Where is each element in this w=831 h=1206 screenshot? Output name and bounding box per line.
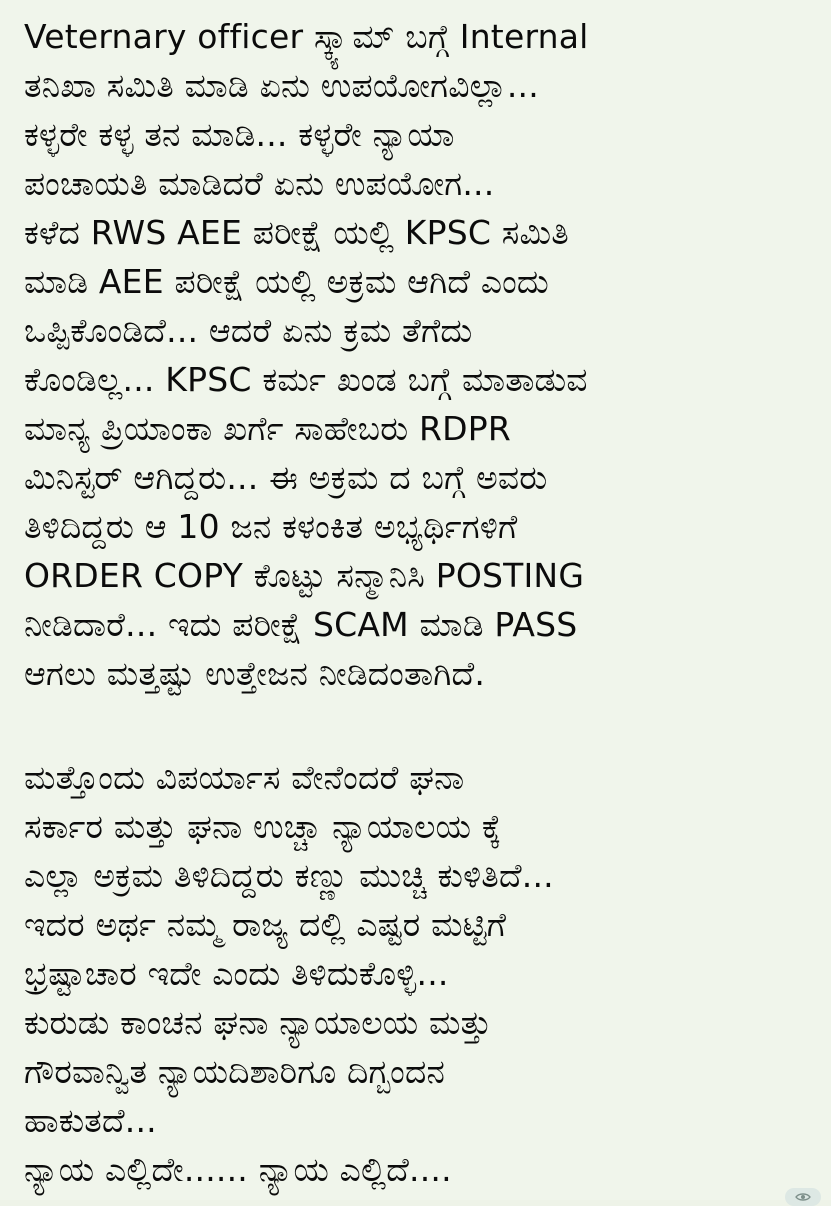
message-line: ಸರ್ಕಾರ ಮತ್ತು ಘನಾ ಉಚ್ಚಾ ನ್ಯಾಯಾಲಯ ಕ್ಕೆ: [24, 807, 502, 846]
message-line: ORDER COPY ಕೊಟ್ಟು ಸನ್ಮಾನಿಸಿ POSTING: [24, 556, 585, 595]
message-line: ತಿಳಿದಿದ್ದರು ಆ 10 ಜನ ಕಳಂಕಿತ ಅಭ್ಯರ್ಥಿಗಳಿಗೆ: [24, 507, 518, 546]
message-line: ಗೌರವಾನ್ವಿತ ನ್ಯಾಯದಿಶಾರಿಗೂ ದಿಗ್ಬಂದನ: [24, 1052, 446, 1091]
message-line: ಕಳೆದ RWS AEE ಪರೀಕ್ಷೆ ಯಲ್ಲಿ KPSC ಸಮಿತಿ: [24, 213, 569, 252]
message-line: ಮಾಡಿ AEE ಪರೀಕ್ಷೆ ಯಲ್ಲಿ ಅಕ್ರಮ ಆಗಿದೆ ಎಂದು: [24, 262, 549, 301]
message-line: ಕೊಂಡಿಲ್ಲ... KPSC ಕರ್ಮ ಖಂಡ ಬಗ್ಗೆ ಮಾತಾಡುವ: [24, 360, 588, 399]
message-line: ಇದರ ಅರ್ಥ ನಮ್ಮ ರಾಜ್ಯ ದಲ್ಲಿ ಎಷ್ಟರ ಮಟ್ಟಿಗೆ: [24, 905, 507, 944]
message-line: ಹಾಕುತದೆ...: [24, 1101, 157, 1140]
message-line: ಭ್ರಷ್ಟಾಚಾರ ಇದೇ ಎಂದು ತಿಳಿದುಕೊಳ್ಳಿ...: [24, 954, 449, 993]
message-line: ತನಿಖಾ ಸಮಿತಿ ಮಾಡಿ ಏನು ಉಪಯೋಗವಿಲ್ಲಾ...: [24, 66, 539, 105]
message-line: ನ್ಯಾಯ ಎಲ್ಲಿದೇ...... ನ್ಯಾಯ ಎಲ್ಲಿದೆ....: [24, 1150, 452, 1189]
eye-icon: [795, 1192, 811, 1202]
message-meta: [785, 1188, 821, 1206]
paragraph-gap: [24, 698, 814, 753]
message-line: ಕಳ್ಳರೇ ಕಳ್ಳ ತನ ಮಾಡಿ... ಕಳ್ಳರೇ ನ್ಯಾಯಾ: [24, 115, 455, 154]
message-line: ಪಂಚಾಯತಿ ಮಾಡಿದರೆ ಏನು ಉಪಯೋಗ...: [24, 164, 495, 203]
message-line: ಮಾನ್ಯ ಪ್ರಿಯಾಂಕಾ ಖರ್ಗೆ ಸಾಹೇಬರು RDPR: [24, 409, 512, 448]
message-line: ಒಪ್ಪಿಕೊಂಡಿದೆ... ಆದರೆ ಏನು ಕ್ರಮ ತೆಗೆದು: [24, 311, 473, 350]
message-line: ಕುರುಡು ಕಾಂಚನ ಘನಾ ನ್ಯಾಯಾಲಯ ಮತ್ತು: [24, 1003, 492, 1042]
message-line: ಮತ್ತೊಂದು ವಿಪರ್ಯಾಸ ವೇನೆಂದರೆ ಘನಾ: [24, 758, 465, 797]
message-line: ಆಗಲು ಮತ್ತಷ್ಟು ಉತ್ತೇಜನ ನೀಡಿದಂತಾಗಿದೆ.: [24, 654, 486, 693]
message-text: [24, 12, 814, 1194]
message-line: Veternary officer ಸ್ಕ್ಯಾಮ್ ಬಗ್ಗೆ Internal: [24, 17, 589, 56]
message-line: ಮಿನಿಸ್ಟರ್ ಆಗಿದ್ದರು... ಈ ಅಕ್ರಮ ದ ಬಗ್ಗೆ ಅವರು: [24, 458, 548, 497]
message-line: ಎಲ್ಲಾ ಅಕ್ರಮ ತಿಳಿದಿದ್ದರು ಕಣ್ಣು ಮುಚ್ಚಿ ಕುಳಿತಿದೆ...: [24, 856, 554, 895]
message-line: ನೀಡಿದಾರೆ... ಇದು ಪರೀಕ್ಷೆ SCAM ಮಾಡಿ PASS: [24, 605, 578, 644]
